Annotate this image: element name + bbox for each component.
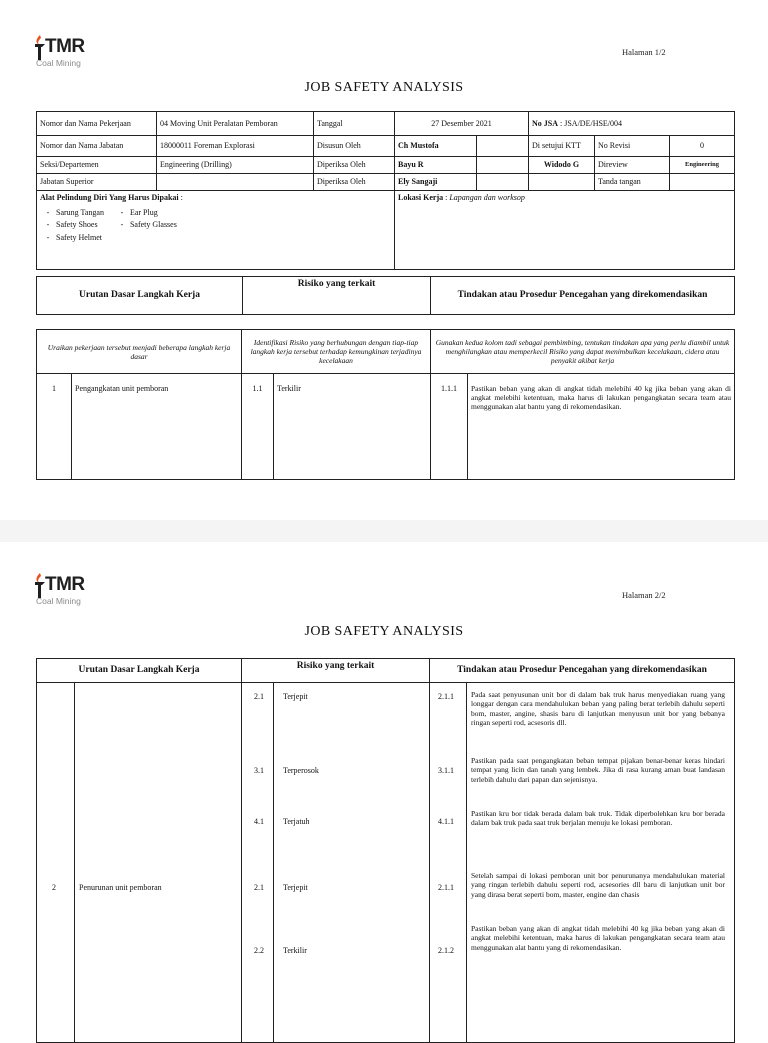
ppe-list-left xyxy=(40,205,104,246)
action-number: 2.1.1 xyxy=(438,692,454,701)
step-number: 1 xyxy=(37,374,72,480)
label-jsa-number: No JSA xyxy=(532,118,559,128)
header-risk: Risiko yang terkait xyxy=(242,659,430,683)
label-date: Tanggal xyxy=(314,112,395,136)
logo-wordmark: TMR xyxy=(45,574,85,595)
company-logo xyxy=(33,34,103,68)
label-reviewed: Direview xyxy=(595,157,670,174)
action-number: 1.1.1 xyxy=(431,374,468,480)
ppe-item: - Safety Glasses xyxy=(120,220,177,230)
action-number: 2.1.2 xyxy=(438,946,454,955)
label-approved-ktt: Di setujui KTT xyxy=(529,136,595,157)
description-action: Gunakan kedua kolom tadi sebagai pembimbing, tentukan tindakan apa yang perlu diambil untuk menghilangkan atau memperkecil Risiko yang dapat menimbulkan kecelakaan, cidera atau penyakit akibat kerja xyxy=(431,330,735,374)
document-title: JOB SAFETY ANALYSIS xyxy=(304,624,464,639)
value-date: 27 Desember 2021 xyxy=(395,112,529,136)
risk-name: Terkilir xyxy=(283,946,307,955)
risk-name: Terjepit xyxy=(283,692,308,701)
risk-name: Terkilir xyxy=(274,374,431,480)
risk-name: Terjepit xyxy=(283,883,308,892)
header-risk: Risiko yang terkait xyxy=(243,277,431,315)
header-steps: Urutan Dasar Langkah Kerja xyxy=(37,277,243,315)
action-number: 4.1.1 xyxy=(438,817,454,826)
risk-number: 4.1 xyxy=(254,817,264,826)
ppe-label: Alat Pelindung Diri Yang Harus Dipakai xyxy=(40,193,179,202)
value-signature xyxy=(670,174,735,191)
risk-number-cell xyxy=(242,683,274,1043)
value-prepared-by: Ch Mustofa xyxy=(395,136,477,157)
value-superior xyxy=(157,174,314,191)
cell-empty-r2 xyxy=(477,136,529,157)
company-logo xyxy=(33,572,103,606)
value-position: 18000011 Foreman Explorasi xyxy=(157,136,314,157)
action-number: 2.1.1 xyxy=(438,883,454,892)
logo-tagline: Coal Mining xyxy=(36,596,81,606)
risk-name-cell xyxy=(274,683,430,1043)
ppe-item: - Sarung Tangan xyxy=(46,207,104,217)
jsa-number xyxy=(529,112,735,136)
jsa-header-table-page1 xyxy=(36,276,735,315)
header-steps: Urutan Dasar Langkah Kerja xyxy=(37,659,242,683)
value-reviewed: Engineering xyxy=(670,157,735,174)
risk-number: 1.1 xyxy=(242,374,274,480)
label-checked-by-2: Diperiksa Oleh xyxy=(314,174,395,191)
header-action: Tindakan atau Prosedur Pencegahan yang direkomendasikan xyxy=(431,277,735,315)
work-location-cell: Lokasi Kerja : Lapangan dan worksop xyxy=(395,191,735,270)
action-text: Pastikan pada saat pengangkatan beban tempat pijakan benar-benar keras hindari tempat yang licin dan tanah yang lembek. Jika di rasa kurang aman buat landasan terlebih dahulu dari papan dan sejenisnya. xyxy=(471,756,725,784)
logo-tagline: Coal Mining xyxy=(36,58,81,68)
label-department: Seksi/Departemen xyxy=(37,157,157,174)
work-location-value: Lapangan dan worksop xyxy=(449,193,525,202)
page-number: Halaman 2/2 xyxy=(622,590,666,600)
step-name: Penurunan unit pemboran xyxy=(79,883,162,892)
cell-empty-r4a xyxy=(477,174,529,191)
ppe-cell: Alat Pelindung Diri Yang Harus Dipakai : - Sarung Tangan - Safety Shoes - Safety Helmet - Ear Plug - Safety Glasses xyxy=(37,191,395,270)
value-checked-by-2: Ely Sangaji xyxy=(395,174,477,191)
work-location-label: Lokasi Kerja xyxy=(398,193,444,202)
ppe-item: - Ear Plug xyxy=(120,207,158,217)
label-prepared-by: Disusun Oleh xyxy=(314,136,395,157)
cell-empty-r4b xyxy=(529,174,595,191)
value-job-number: 04 Moving Unit Peralatan Pemboran xyxy=(157,112,314,136)
action-number-cell xyxy=(430,683,467,1043)
step-name: Pengangkatan unit pemboran xyxy=(72,374,242,480)
action-text: Pastikan beban yang akan di angkat tidah melebihi 40 kg jika beban yang akan di angkat melebihi ketentuan, maka harus di lakukan pengangkatan secara team atau menggunakan alat bantu yang di rekomendasikan. xyxy=(468,374,735,480)
jsa-steps-table-page1 xyxy=(36,329,735,480)
risk-number: 2.2 xyxy=(254,946,264,955)
action-number: 3.1.1 xyxy=(438,766,454,775)
ppe-list-right xyxy=(114,205,177,233)
value-checked-by: Bayu R xyxy=(395,157,477,174)
label-signature: Tanda tangan xyxy=(595,174,670,191)
action-text: Pastikan beban yang akan di angkat tidah melebihi 40 kg jika beban yang akan di angkat melebihi ketentuan, maka harus di lakukan pengangkatan secara team atau menggunakan alat bantu yang di rekomendasikan. xyxy=(471,924,725,952)
label-job-number: Nomor dan Nama Pekerjaan xyxy=(37,112,157,136)
action-text-cell xyxy=(467,683,735,1043)
description-risk: Identifikasi Risiko yang berhubungan dengan tiap-tiap langkah kerja tersebut terhadap kemungkinan terjadinya kecelakaan xyxy=(242,330,431,374)
document-title: JOB SAFETY ANALYSIS xyxy=(304,80,464,95)
risk-name: Terperosok xyxy=(283,766,319,775)
risk-number: 3.1 xyxy=(254,766,264,775)
value-approver: Widodo G xyxy=(529,157,595,174)
page-gap xyxy=(0,520,768,542)
value-department: Engineering (Drilling) xyxy=(157,157,314,174)
jsa-info-table xyxy=(36,111,735,270)
label-position: Nomor dan Nama Jabatan xyxy=(37,136,157,157)
risk-number: 2.1 xyxy=(254,692,264,701)
step-number-cell xyxy=(37,683,75,1043)
risk-name: Terjatuh xyxy=(283,817,310,826)
value-revision: 0 xyxy=(670,136,735,157)
action-text: Pastikan kru bor tidak berada dalam bak truk. Tidak diperbolehkan kru bor berada dalam bak truk pada saat truk berjalan menuju ke lokasi pemboran. xyxy=(471,809,725,828)
label-superior: Jabatan Superior xyxy=(37,174,157,191)
risk-number: 2.1 xyxy=(254,883,264,892)
value-jsa-number: : JSA/DE/HSE/004 xyxy=(560,118,623,128)
page-number: Halaman 1/2 xyxy=(622,47,666,57)
ppe-item: - Safety Shoes xyxy=(46,220,98,230)
label-checked-by: Diperiksa Oleh xyxy=(314,157,395,174)
description-steps: Uraikan pekerjaan tersebut menjadi beberapa langkah kerja dasar xyxy=(37,330,242,374)
header-action: Tindakan atau Prosedur Pencegahan yang direkomendasikan xyxy=(430,659,735,683)
label-revision: No Revisi xyxy=(595,136,670,157)
logo-wordmark: TMR xyxy=(45,36,85,57)
action-text: Pada saat penyusunan unit bor di dalam bak truk harus menyediakan ruang yang longgar dengan cara mendahulukan beban yang paling berat terlebih dahulu seperti bom, master, angine, shasis baru di lanjutkan menyusun unit bor yang bebanya ringan seperti rod, acsesoris dll. xyxy=(471,690,725,728)
cell-empty-r3 xyxy=(477,157,529,174)
step-number: 2 xyxy=(52,883,56,892)
action-text: Setelah sampai di lokasi pemboran unit bor penurunanya mendahulukan material yang ringan terlebih dahulu seperti rod, acsesories dll baru di lanjutkan unit bor yang dirasa berat seperti bom, master, engine dan chasis xyxy=(471,871,725,899)
ppe-item: - Safety Helmet xyxy=(46,232,102,242)
step-name-cell xyxy=(75,683,242,1043)
